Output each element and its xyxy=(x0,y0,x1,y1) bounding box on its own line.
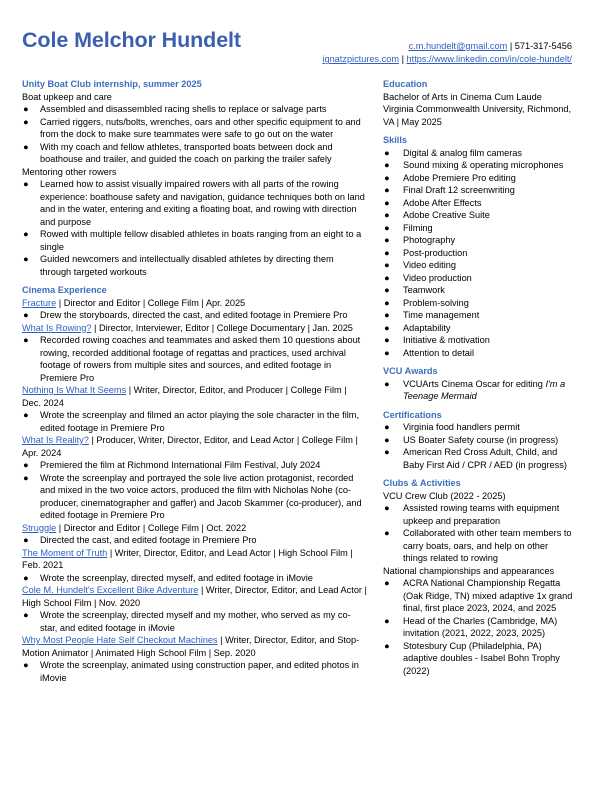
bullet-icon: ● xyxy=(384,528,390,538)
bullet-icon: ● xyxy=(384,347,390,358)
list-item-text: Stotesbury Cup (Philadelphia, PA) adaptive doubles - Isabel Bohn Trophy (2022) xyxy=(403,640,560,676)
subheading-boat-upkeep: Boat upkeep and care xyxy=(22,91,112,102)
bullet-icon: ● xyxy=(384,640,390,651)
list-item xyxy=(383,297,573,310)
bullet-icon: ● xyxy=(384,503,390,513)
project-header xyxy=(22,634,367,659)
bullet-icon: ● xyxy=(384,310,390,320)
section-heading-awards: VCU Awards xyxy=(383,366,438,376)
list-item-text: Digital & analog film cameras xyxy=(403,147,522,158)
project-header xyxy=(22,522,367,535)
list-item xyxy=(383,272,573,285)
phone-number: 571-317-5456 xyxy=(514,41,572,51)
bullet-icon: ● xyxy=(23,229,29,239)
list-item-text: With my coach and fellow athletes, transported boats between dock and boathouse and trailer, and guided the coach on parking the trailer safely xyxy=(40,141,333,164)
bullet-icon: ● xyxy=(23,310,29,320)
project-details: | Director, Interviewer, Editor | College Documentary | Jan. 2025 xyxy=(91,322,353,333)
list-item xyxy=(22,178,367,228)
list-item xyxy=(383,247,573,260)
website-link[interactable]: ignatzpictures.com xyxy=(322,54,400,65)
bullet-icon: ● xyxy=(23,104,29,114)
list-item-text: Post-production xyxy=(403,247,468,258)
list-item-text: US Boater Safety course (in progress) xyxy=(403,434,559,445)
list-item xyxy=(22,103,367,116)
bullet-icon: ● xyxy=(384,160,390,170)
bullet-icon: ● xyxy=(384,260,390,270)
list-item xyxy=(383,347,573,360)
bullet-icon: ● xyxy=(384,235,390,245)
list-item xyxy=(383,172,573,185)
certifications-list xyxy=(383,421,573,471)
left-column xyxy=(22,78,367,684)
list-item-text: ACRA National Championship Regatta (Oak Ridge, TN) mixed adaptive 1x grand final, first place 2023, 2024, and 2025 xyxy=(403,578,573,613)
project-details: | Director and Editor | College Film | Apr. 2025 xyxy=(56,297,246,308)
list-item-text: Wrote the screenplay, animated using construction paper, and edited photos in iMovie xyxy=(40,660,359,683)
award-film-title: I'm a Teenage Mermaid xyxy=(403,378,566,401)
list-item xyxy=(383,147,573,160)
project-header xyxy=(22,547,367,572)
award-text: VCUArts Cinema Oscar for editing xyxy=(403,378,546,389)
list-item xyxy=(22,116,367,141)
list-item-text: Adobe Premiere Pro editing xyxy=(403,172,516,183)
bullet-icon: ● xyxy=(384,615,390,626)
project-title-link[interactable]: Why Most People Hate Self Checkout Machines xyxy=(22,635,218,645)
list-item-text: Recorded rowing coaches and teammates and asked them 10 questions about rowing, recorded additional footage of regattas and practices, used archival footage of rowers from multiple sites and sources, and edited footage in Premiere Pro xyxy=(40,335,361,383)
list-item xyxy=(383,527,573,565)
project-title-link[interactable]: What Is Reality? xyxy=(22,435,89,445)
bullet-icon: ● xyxy=(384,447,390,457)
bullet-icon: ● xyxy=(23,460,29,470)
bullet-icon: ● xyxy=(384,185,390,195)
section-heading-certifications: Certifications xyxy=(383,409,442,420)
separator: | xyxy=(507,41,515,51)
list-item xyxy=(22,572,367,585)
list-item-text: Virginia food handlers permit xyxy=(403,422,520,432)
candidate-name: Cole Melchor Hundelt xyxy=(22,28,241,52)
crew-club-list xyxy=(383,502,573,565)
list-item-text: Assisted rowing teams with equipment upkeep and preparation xyxy=(403,503,560,526)
project-header xyxy=(22,434,367,459)
project-details: | Writer, Director, Editor, and Stop-Motion Animator | Animated High School Film | Sep. 2020 xyxy=(22,635,360,658)
bullet-icon: ● xyxy=(23,610,29,620)
list-item-text: Time management xyxy=(403,310,480,320)
list-item xyxy=(383,259,573,272)
project-details: | Director and Editor | College Film | Oct. 2022 xyxy=(56,522,247,533)
bullet-icon: ● xyxy=(23,141,29,152)
list-item-text: Teamwork xyxy=(403,285,445,295)
list-item-text: Problem-solving xyxy=(403,297,469,308)
list-item xyxy=(383,434,573,447)
bullet-icon: ● xyxy=(23,410,29,420)
bullet-icon: ● xyxy=(384,297,390,308)
bullet-icon: ● xyxy=(384,210,390,220)
bullet-icon: ● xyxy=(384,197,390,208)
bullet-icon: ● xyxy=(23,116,29,127)
list-item-text: Premiered the film at Richmond International Film Festival, July 2024 xyxy=(40,460,321,470)
separator: | xyxy=(399,54,407,65)
project-title-link[interactable]: What Is Rowing? xyxy=(22,322,92,333)
subheading-championships: National championships and appearances xyxy=(383,565,555,576)
bullet-icon: ● xyxy=(384,578,390,588)
mentoring-list xyxy=(22,178,367,278)
list-item-text: Attention to detail xyxy=(403,347,474,358)
project-details: | Writer, Director, Editor, and Producer | College Film | Dec. 2024 xyxy=(22,385,347,408)
subheading-mentoring: Mentoring other rowers xyxy=(22,166,117,177)
bullet-icon: ● xyxy=(23,472,29,483)
section-heading-clubs: Clubs & Activities xyxy=(383,478,461,488)
list-item xyxy=(22,141,367,166)
list-item xyxy=(383,184,573,197)
project-title-link[interactable]: Fracture xyxy=(22,297,57,308)
cinema-projects xyxy=(22,297,367,685)
bullet-icon: ● xyxy=(384,378,390,389)
list-item-text: Drew the storyboards, directed the cast, and edited footage in Premiere Pro xyxy=(40,310,348,320)
list-item xyxy=(383,234,573,247)
list-item xyxy=(383,421,573,434)
list-item xyxy=(22,253,367,278)
list-item xyxy=(383,446,573,471)
contact-info xyxy=(322,40,572,66)
bullet-icon: ● xyxy=(23,335,29,345)
project-title-link[interactable]: Nothing Is What It Seems xyxy=(22,385,127,395)
bullet-icon: ● xyxy=(384,247,390,258)
list-item xyxy=(22,409,367,434)
project-header xyxy=(22,384,367,409)
list-item-text: Assembled and disassembled racing shells to replace or salvage parts xyxy=(40,104,327,114)
list-item-text: Video production xyxy=(403,272,472,283)
list-item-text: Directed the cast, and edited footage in Premiere Pro xyxy=(40,535,257,545)
boat-upkeep-list xyxy=(22,103,367,166)
list-item xyxy=(22,472,367,522)
linkedin-link[interactable]: https://www.linkedin.com/in/cole-hundelt/ xyxy=(406,54,572,65)
list-item xyxy=(383,222,573,235)
list-item-text: Adobe Creative Suite xyxy=(403,210,490,220)
list-item xyxy=(383,309,573,322)
list-item xyxy=(383,502,573,527)
list-item-text: Photography xyxy=(403,235,456,245)
list-item-text: Final Draft 12 screenwriting xyxy=(403,185,515,195)
bullet-icon: ● xyxy=(23,535,29,545)
education-text: Bachelor of Arts in Cinema Cum Laude Virginia Commonwealth University, Richmond, VA | May 2025 xyxy=(383,91,572,127)
subheading-crew-club: VCU Crew Club (2022 - 2025) xyxy=(383,490,506,501)
list-item-text: Wrote the screenplay and filmed an actor playing the sole character in the film, edited footage in Premiere Pro xyxy=(40,410,360,433)
list-item xyxy=(383,209,573,222)
list-item-text: Adaptability xyxy=(403,322,451,333)
list-item xyxy=(383,615,573,640)
bullet-icon: ● xyxy=(384,147,390,158)
bullet-icon: ● xyxy=(384,322,390,333)
list-item-text: Guided newcomers and intellectually disabled athletes by directing them through targeted workouts xyxy=(40,254,334,277)
list-item-text: Learned how to assist visually impaired rowers with all parts of the rowing experience: boathouse safety and navigation, guidance techniques both on land and in the water, entering and exiting a floating boat, and rowing with direction and purpose xyxy=(40,179,365,227)
skills-list xyxy=(383,147,573,360)
project-details: | Writer, Director, Editor, and Lead Actor | High School Film | Feb. 2021 xyxy=(22,547,353,570)
list-item-text: Carried riggers, nuts/bolts, wrenches, oars and other specific equipment to and from the dock to make sure teammates were safe to go out on the water xyxy=(40,116,361,139)
list-item xyxy=(22,534,367,547)
right-column xyxy=(383,78,573,677)
project-title-link[interactable]: Struggle xyxy=(22,522,57,533)
list-item-text: Collaborated with other team members to carry boats, oars, and help on other things related to rowing xyxy=(403,528,572,563)
list-item-text: Initiative & motivation xyxy=(403,335,490,345)
bullet-icon: ● xyxy=(384,434,390,445)
list-item-text: Wrote the screenplay and portrayed the sole live action protagonist, recorded and mixed in the two voice actors, produced the film with Nicholas Nohe (co-producer, cinematographer and gaffer) and Jacob Skammer (co-producer), and edited footage in Premiere Pro xyxy=(40,472,362,520)
project-details: | Producer, Writer, Director, Editor, and Lead Actor | College Film | Apr. 2024 xyxy=(22,435,358,458)
project-title-link[interactable]: The Moment of Truth xyxy=(22,547,108,558)
section-heading-boat-club: Unity Boat Club internship, summer 2025 xyxy=(22,79,202,89)
contact-line-1 xyxy=(322,40,572,53)
list-item xyxy=(383,159,573,172)
list-item xyxy=(22,459,367,472)
section-heading-skills: Skills xyxy=(383,135,408,145)
list-item xyxy=(22,228,367,253)
list-item-text: Rowed with multiple fellow disabled athletes in boats ranging from an eight to a single xyxy=(40,229,362,252)
bullet-icon: ● xyxy=(23,660,29,670)
bullet-icon: ● xyxy=(23,254,29,264)
bullet-icon: ● xyxy=(23,572,29,583)
list-item-text: Sound mixing & operating microphones xyxy=(403,160,564,170)
list-item-text: Adobe After Effects xyxy=(403,197,482,208)
list-item xyxy=(22,659,367,684)
project-header xyxy=(22,297,367,310)
list-item-text: Wrote the screenplay, directed myself and my mother, who served as my co-star, and edited footage in iMovie xyxy=(40,610,351,633)
bullet-icon: ● xyxy=(384,285,390,295)
contact-line-2 xyxy=(322,53,572,66)
list-item xyxy=(383,322,573,335)
section-heading-cinema: Cinema Experience xyxy=(22,285,107,295)
list-item-text: American Red Cross Adult, Child, and Baby First Aid / CPR / AED (in progress) xyxy=(403,447,567,470)
email-link[interactable]: c.m.hundelt@gmail.com xyxy=(408,41,508,51)
section-heading-education: Education xyxy=(383,79,428,89)
bullet-icon: ● xyxy=(384,272,390,283)
list-item-text: Video editing xyxy=(403,260,456,270)
list-item xyxy=(383,334,573,347)
list-item xyxy=(383,284,573,297)
championships-list xyxy=(383,577,573,677)
bullet-icon: ● xyxy=(384,172,390,183)
project-title-link[interactable]: Cole M. Hundelt's Excellent Bike Adventure xyxy=(22,585,199,595)
project-details: | Writer, Director, Editor, and Lead Actor | High School Film | Nov. 2020 xyxy=(22,585,367,608)
project-header xyxy=(22,584,367,609)
bullet-icon: ● xyxy=(384,222,390,233)
list-item xyxy=(383,640,573,678)
list-item xyxy=(22,334,367,384)
list-item xyxy=(22,309,367,322)
list-item-text: Wrote the screenplay, directed myself, and edited footage in iMovie xyxy=(40,572,313,583)
bullet-icon: ● xyxy=(384,422,390,432)
list-item-text: Filming xyxy=(403,222,433,233)
project-header xyxy=(22,322,367,335)
list-item xyxy=(383,197,573,210)
list-item-text: Head of the Charles (Cambridge, MA) invitation (2021, 2022, 2023, 2025) xyxy=(403,615,558,638)
bullet-icon: ● xyxy=(23,179,29,189)
list-item xyxy=(383,378,573,403)
bullet-icon: ● xyxy=(384,335,390,345)
list-item xyxy=(22,609,367,634)
list-item xyxy=(383,577,573,615)
